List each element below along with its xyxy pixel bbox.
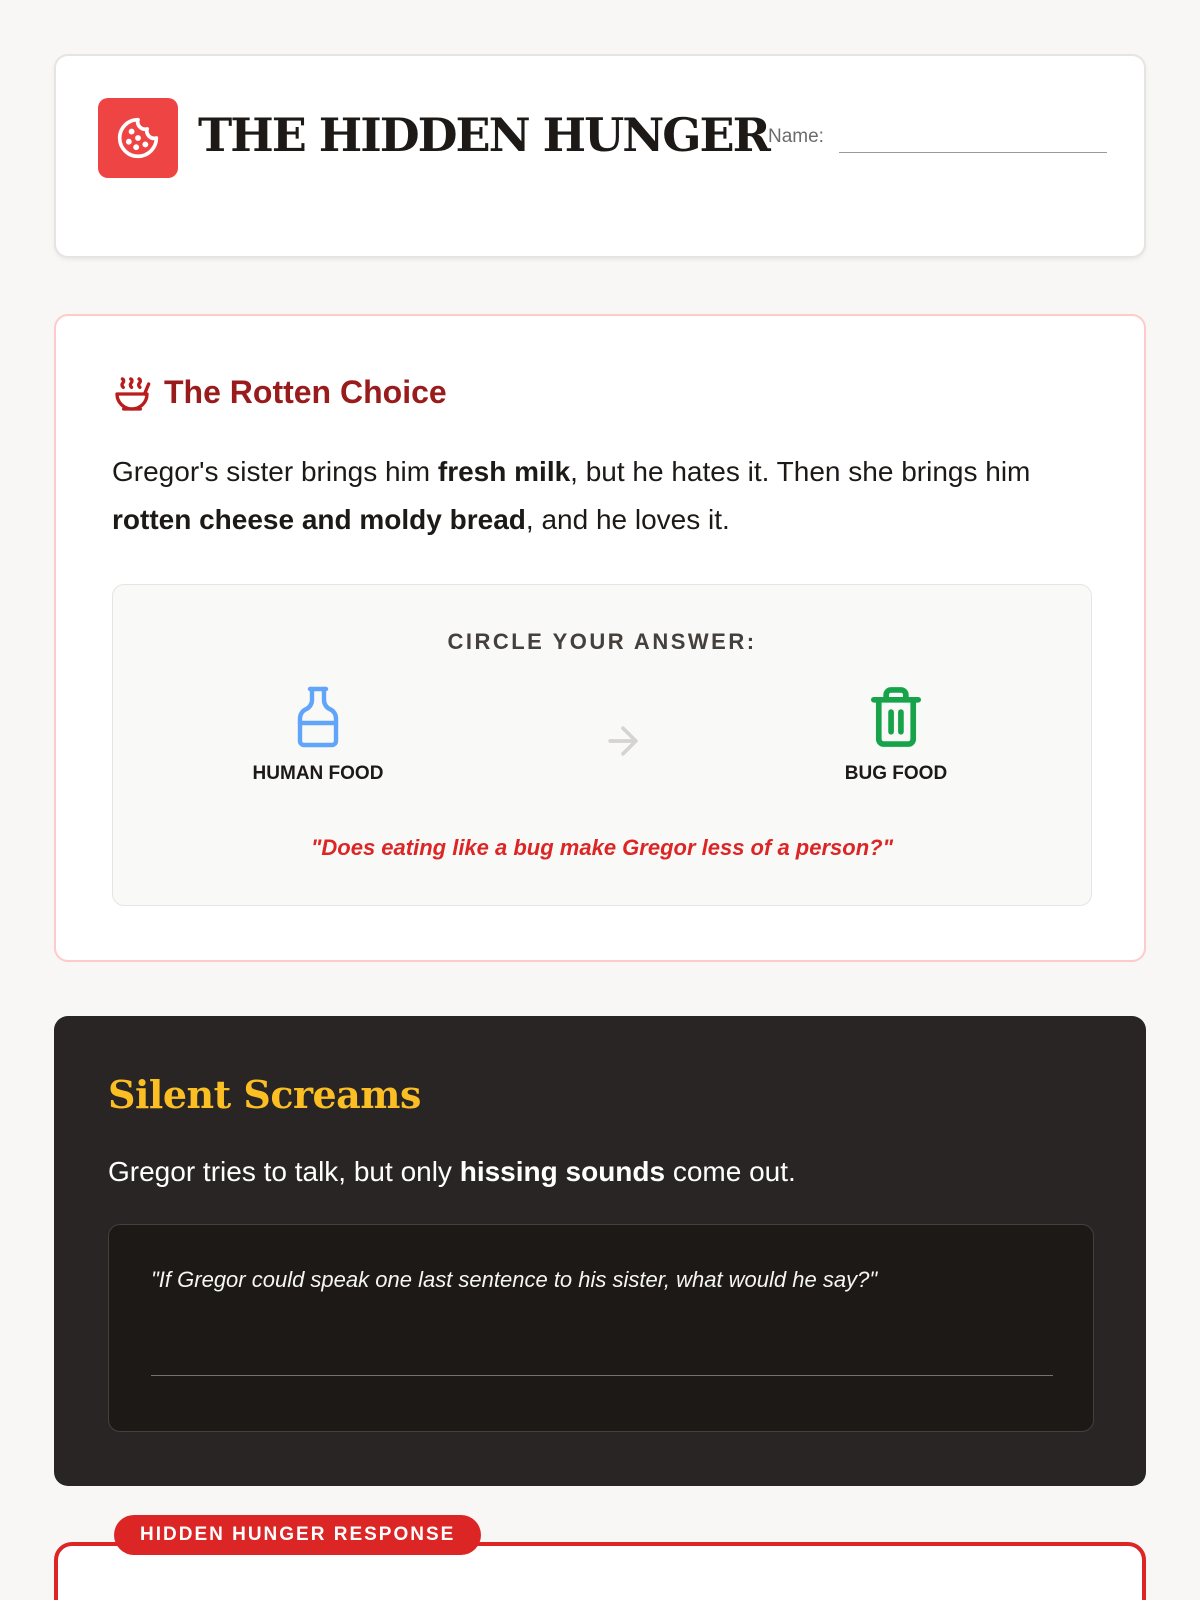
silent-screams-section	[54, 1016, 1146, 1486]
answer-box	[112, 584, 1092, 906]
section-heading: Silent Screams	[108, 1072, 421, 1117]
logo	[98, 98, 178, 178]
cookie-icon	[116, 116, 160, 160]
option-label: HUMAN FOOD	[252, 763, 384, 784]
soup-bowl-icon	[112, 374, 152, 414]
answer-line[interactable]	[151, 1375, 1053, 1376]
section-text: Gregor's sister brings him fresh milk, but he hates it. Then she brings him rotten cheese and moldy bread, and he loves it.	[112, 456, 1031, 535]
writing-prompt: "If Gregor could speak one last sentence to his sister, what would he say?"	[151, 1267, 878, 1292]
name-field[interactable]	[839, 152, 1107, 153]
answer-instruction: CIRCLE YOUR ANSWER:	[447, 629, 757, 654]
reflection-question: "Does eating like a bug make Gregor less of a person?"	[310, 835, 894, 860]
milk-bottle-icon	[294, 685, 342, 749]
rotten-choice-section	[54, 314, 1146, 962]
worksheet-header	[54, 54, 1146, 258]
option-label: BUG FOOD	[844, 763, 948, 784]
arrow-right-icon	[601, 719, 645, 763]
trash-can-icon	[866, 685, 926, 749]
section-text: Gregor tries to talk, but only hissing sounds come out.	[108, 1156, 796, 1187]
response-tab-label: HIDDEN HUNGER RESPONSE	[114, 1515, 481, 1555]
section-heading: The Rotten Choice	[164, 374, 447, 410]
writing-prompt-box	[108, 1224, 1094, 1432]
option-bug-food[interactable]	[786, 685, 1006, 785]
name-label: Name:	[768, 126, 824, 147]
page-title: THE HIDDEN HUNGER	[198, 108, 769, 162]
option-human-food[interactable]	[208, 685, 428, 785]
